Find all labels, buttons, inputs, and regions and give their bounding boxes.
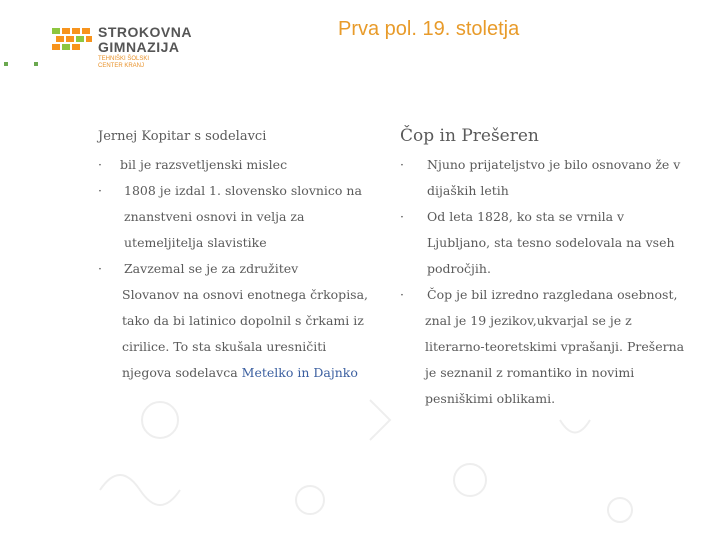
bullet-icon: · (98, 157, 102, 172)
bullet-icon: · (400, 209, 404, 224)
bullet-icon: · (98, 261, 102, 276)
logo-mark-icon (52, 26, 94, 52)
left-item-3 (98, 256, 378, 282)
left-item-2 (98, 178, 378, 256)
left-column (98, 124, 378, 386)
left-paragraph-text: Slovanov na osnovi enotnega črkopisa, tako da bi latinico dopolnil s črkami iz cirilice. To sta skušala uresničiti njegova sodelavca (122, 287, 369, 380)
left-item-1 (98, 152, 378, 178)
right-item-text-1: Njuno prijateljstvo je bilo osnovano že v dijaških letih (427, 157, 681, 198)
left-heading: Jernej Kopitar s sodelavci (98, 129, 267, 144)
bullet-icon: · (400, 287, 404, 302)
bullet-icon: · (98, 183, 102, 198)
left-item-text-3: Zavzemal se je za združitev (124, 261, 299, 276)
logo-sub2: CENTER KRANJ (98, 63, 145, 69)
right-item-1 (400, 152, 690, 204)
right-item-text-3: Čop je bil izredno razgledana osebnost, (427, 287, 678, 302)
logo-sub1: TEHNIŠKI ŠOLSKI (98, 56, 150, 62)
right-heading: Čop in Prešeren (400, 126, 539, 146)
logo-line1: STROKOVNA (98, 24, 192, 40)
school-logo (52, 22, 192, 70)
right-item-3 (400, 282, 690, 308)
slide-title: Prva pol. 19. stoletja (338, 18, 520, 40)
left-item-text-2: 1808 je izdal 1. slovensko slovnico na znanstveni osnovi in velja za utemeljitelja slavistike (124, 183, 362, 250)
right-paragraph: znal je 19 jezikov,ukvarjal se je z literarno-teoretskimi vprašanji. Prešerna je seznanil z romantiko in novimi pesniškimi oblikami. (425, 313, 685, 406)
right-item-2 (400, 204, 690, 282)
left-paragraph-names: Metelko in Dajnko (241, 365, 358, 380)
logo-line2: GIMNAZIJA (98, 39, 180, 55)
right-item-text-2: Od leta 1828, ko sta se vrnila v Ljubljano, sta tesno sodelovala na vseh področjih. (427, 209, 675, 276)
bullet-icon: · (400, 157, 404, 172)
decorative-figures-icon (40, 360, 680, 530)
left-item-text-1: bil je razsvetljenski mislec (120, 157, 288, 172)
